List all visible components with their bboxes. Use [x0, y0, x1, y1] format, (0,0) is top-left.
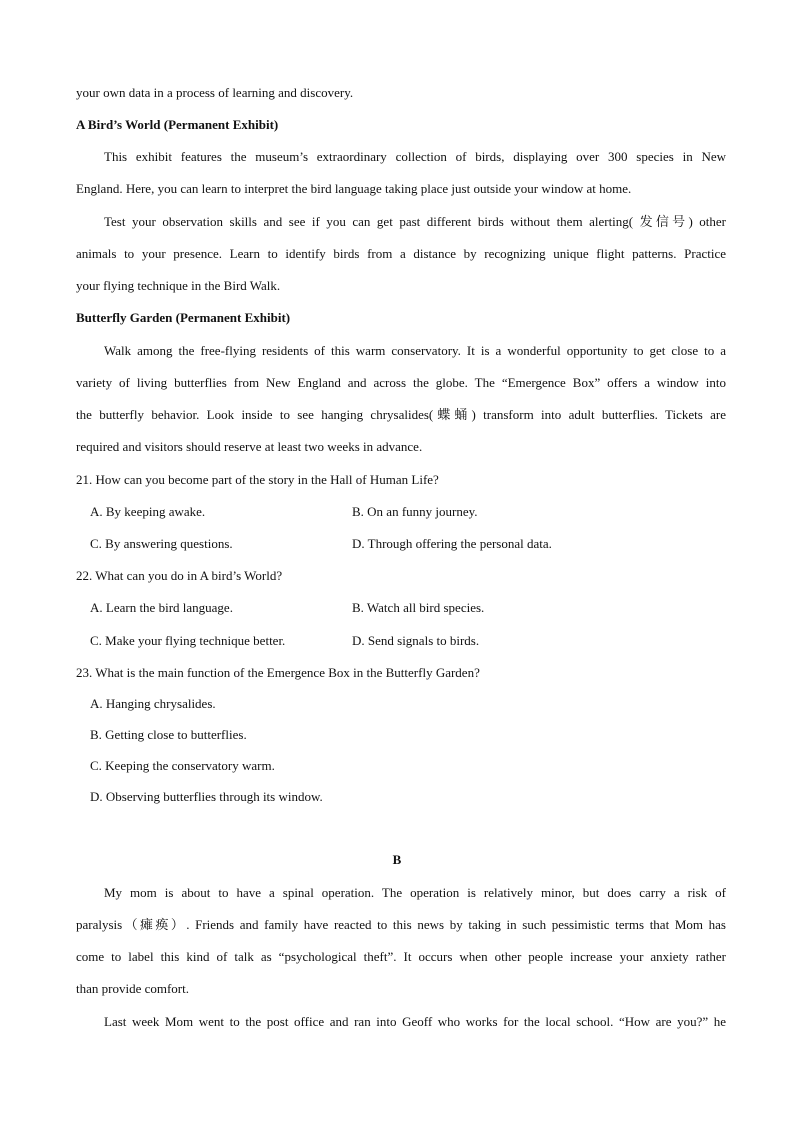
birds-p2-line: animals to your presence. Learn to identify birds from a distance by recognizing unique flight patterns. Practice — [76, 246, 726, 261]
question-23-option-d: D. Observing butterflies through its window. — [90, 789, 323, 804]
section-b-p1-line: come to label this kind of talk as “psychological theft”. It occurs when other people increase your anxiety rather — [76, 949, 726, 964]
question-21-option-d: D. Through offering the personal data. — [352, 536, 552, 551]
question-23-option-b: B. Getting close to butterflies. — [90, 727, 247, 742]
intro-tail-line: your own data in a process of learning and discovery. — [76, 85, 354, 100]
birds-heading: A Bird’s World (Permanent Exhibit) — [76, 117, 279, 132]
question-22-option-c: C. Make your flying technique better. — [90, 633, 286, 648]
birds-p1-line: This exhibit features the museum’s extraordinary collection of birds, displaying over 300 species in New — [104, 149, 726, 164]
section-b-p1-line: than provide comfort. — [76, 981, 189, 996]
question-23-option-c: C. Keeping the conservatory warm. — [90, 758, 275, 773]
birds-p2-line: Test your observation skills and see if you can get past different birds without them alerting( 发信号) other — [104, 214, 726, 229]
question-22-option-b: B. Watch all bird species. — [352, 600, 485, 615]
question-21-option-b: B. On an funny journey. — [352, 504, 478, 519]
birds-p1-line: England. Here, you can learn to interpret the bird language taking place just outside your window at home. — [76, 181, 632, 196]
butterfly-p1-line: variety of living butterflies from New England and across the globe. The “Emergence Box” offers a window into — [76, 375, 726, 390]
question-22-option-d: D. Send signals to birds. — [352, 633, 480, 648]
question-23-option-a: A. Hanging chrysalides. — [90, 696, 216, 711]
question-22-option-a: A. Learn the bird language. — [90, 600, 233, 615]
question-21-option-c: C. By answering questions. — [90, 536, 233, 551]
question-21-stem: 21. How can you become part of the story in the Hall of Human Life? — [76, 472, 439, 487]
section-b-p1-line: paralysis（瘫痪）. Friends and family have reacted to this news by taking in such pessimistic terms that Mom has — [76, 917, 726, 932]
question-22-stem: 22. What can you do in A bird’s World? — [76, 568, 283, 583]
question-21-option-a: A. By keeping awake. — [90, 504, 206, 519]
butterfly-p1-line: Walk among the free-flying residents of this warm conservatory. It is a wonderful opportunity to get close to a — [104, 343, 726, 358]
butterfly-heading: Butterfly Garden (Permanent Exhibit) — [76, 310, 291, 325]
birds-p2-line: your flying technique in the Bird Walk. — [76, 278, 281, 293]
section-b-title: B — [392, 852, 402, 867]
butterfly-p1-line: the butterfly behavior. Look inside to see hanging chrysalides(蝶蛹) transform into adult butterflies. Tickets are — [76, 407, 726, 422]
butterfly-p1-line: required and visitors should reserve at least two weeks in advance. — [76, 439, 423, 454]
question-23-stem: 23. What is the main function of the Emergence Box in the Butterfly Garden? — [76, 665, 480, 680]
section-b-p2-line: Last week Mom went to the post office and ran into Geoff who works for the local school. “How are you?” he — [104, 1014, 726, 1029]
section-b-p1-line: My mom is about to have a spinal operation. The operation is relatively minor, but does carry a risk of — [104, 885, 726, 900]
